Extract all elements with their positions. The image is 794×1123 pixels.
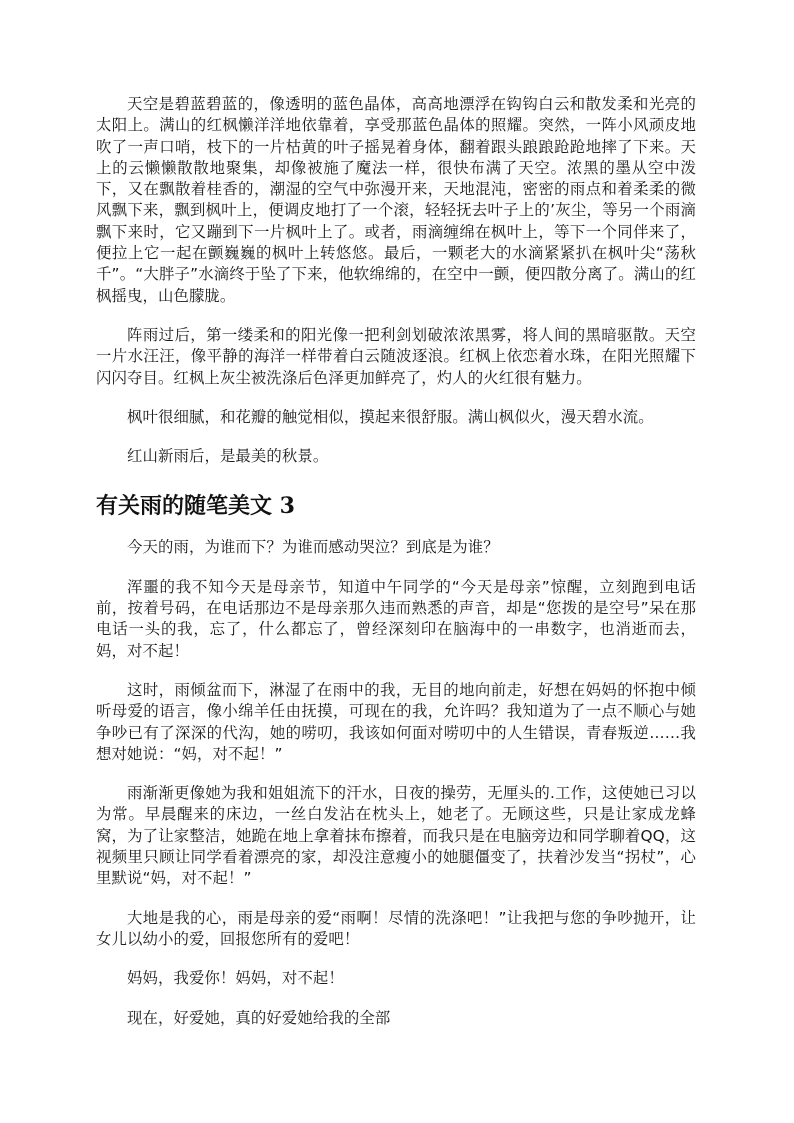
paragraph: 这时，雨倾盆而下，淋湿了在雨中的我，无目的地向前走，好想在妈妈的怀抱中倾听母爱的语言，像小绵羊任由抚摸，可现在的我，允许吗？我知道为了一点不顺心与她争吵已有了深深的代沟，她的唠叨，我该如何面对唠叨中的人生错误，青春叛逆……我想对她说：“妈，对不起！” bbox=[96, 680, 696, 763]
paragraph: 妈妈，我爱你！妈妈，对不起！ bbox=[127, 969, 344, 988]
paragraph: 红山新雨后，是最美的秋景。 bbox=[127, 447, 329, 466]
paragraph: 浑噩的我不知今天是母亲节，知道中午同学的“今天是母亲”惊醒，立刻跑到电话前，按着号码，在电话那边不是母亲那久违而熟悉的声音，却是“您拨的是空号”呆在那电话一头的我，忘了，什么都忘了，曾经深刻印在脑海中的一串数字，也消逝而去，妈，对不起！ bbox=[96, 577, 696, 660]
paragraph: 阵雨过后，第一缕柔和的阳光像一把利剑划破浓浓黑雾，将人间的黑暗驱散。天空一片水汪汪，像平静的海洋一样带着白云随波逐浪。红枫上依恋着水珠，在阳光照耀下闪闪夺目。红枫上灰尘被洗涤后色泽更加鲜亮了，灼人的火红很有魅力。 bbox=[96, 325, 696, 387]
paragraph: 现在，好爱她，真的好爱她给我的全部 bbox=[127, 1008, 391, 1027]
paragraph: 今天的雨，为谁而下？为谁而感动哭泣？到底是为谁？ bbox=[127, 538, 499, 557]
paragraph: 大地是我的心，雨是母亲的爱“雨啊！尽情的洗涤吧！”让我把与您的争吵抛开，让女儿以幼小的爱，回报您所有的爱吧！ bbox=[96, 908, 696, 948]
paragraph: 雨渐渐更像她为我和姐姐流下的汗水，日夜的操劳，无厘头的.工作，这使她已习以为常。早晨醒来的床边，一丝白发沾在枕头上，她老了。无顾这些，只是让家成龙蜂窝，为了让家整洁，她跪在地上拿着抹布擦着，而我只是在电脑旁边和同学聊着QQ，这视频里只顾让同学看着漂亮的家，却没注意瘦小的她腿僵变了，扶着沙发当“拐杖”，心里默说“妈，对不起！” bbox=[96, 784, 696, 888]
paragraph: 枫叶很细腻，和花瓣的触觉相似，摸起来很舒服。满山枫似火，漫天碧水流。 bbox=[127, 407, 654, 426]
paragraph: 天空是碧蓝碧蓝的，像透明的蓝色晶体，高高地漂浮在钩钩白云和散发柔和光亮的太阳上。满山的红枫懒洋洋地依靠着，享受那蓝色晶体的照耀。突然，一阵小风顽皮地吹了一声口哨，枝下的一片枯黄的叶子摇晃着身体，翻着跟头踉踉跄跄地摔了下来。天上的云懒懒散散地聚集，却像被施了魔法一样，很快布满了天空。浓黑的墨从空中泼下，又在飘散着桂香的，潮湿的空气中弥漫开来，天地混沌，密密的雨点和着柔柔的微风飘下来，飘到枫叶上，便调皮地打了一个滚，轻轻抚去叶子上的’灰尘，等另一个雨滴飘下来时，它又蹦到下一片枫叶上了。或者，雨滴缠绵在枫叶上，等下一个同伴来了，便拉上它一起在颤巍巍的枫叶上转悠悠。最后，一颗老大的水滴紧紧扒在枫叶尖“荡秋千”。“大胖子”水滴终于坠了下来，他软绵绵的，在空中一颤，便四散分离了。满山的红枫摇曳，山色朦胧。 bbox=[96, 95, 696, 305]
document-page bbox=[96, 94, 696, 1047]
section-heading: 有关雨的随笔美文 3 bbox=[96, 493, 295, 520]
